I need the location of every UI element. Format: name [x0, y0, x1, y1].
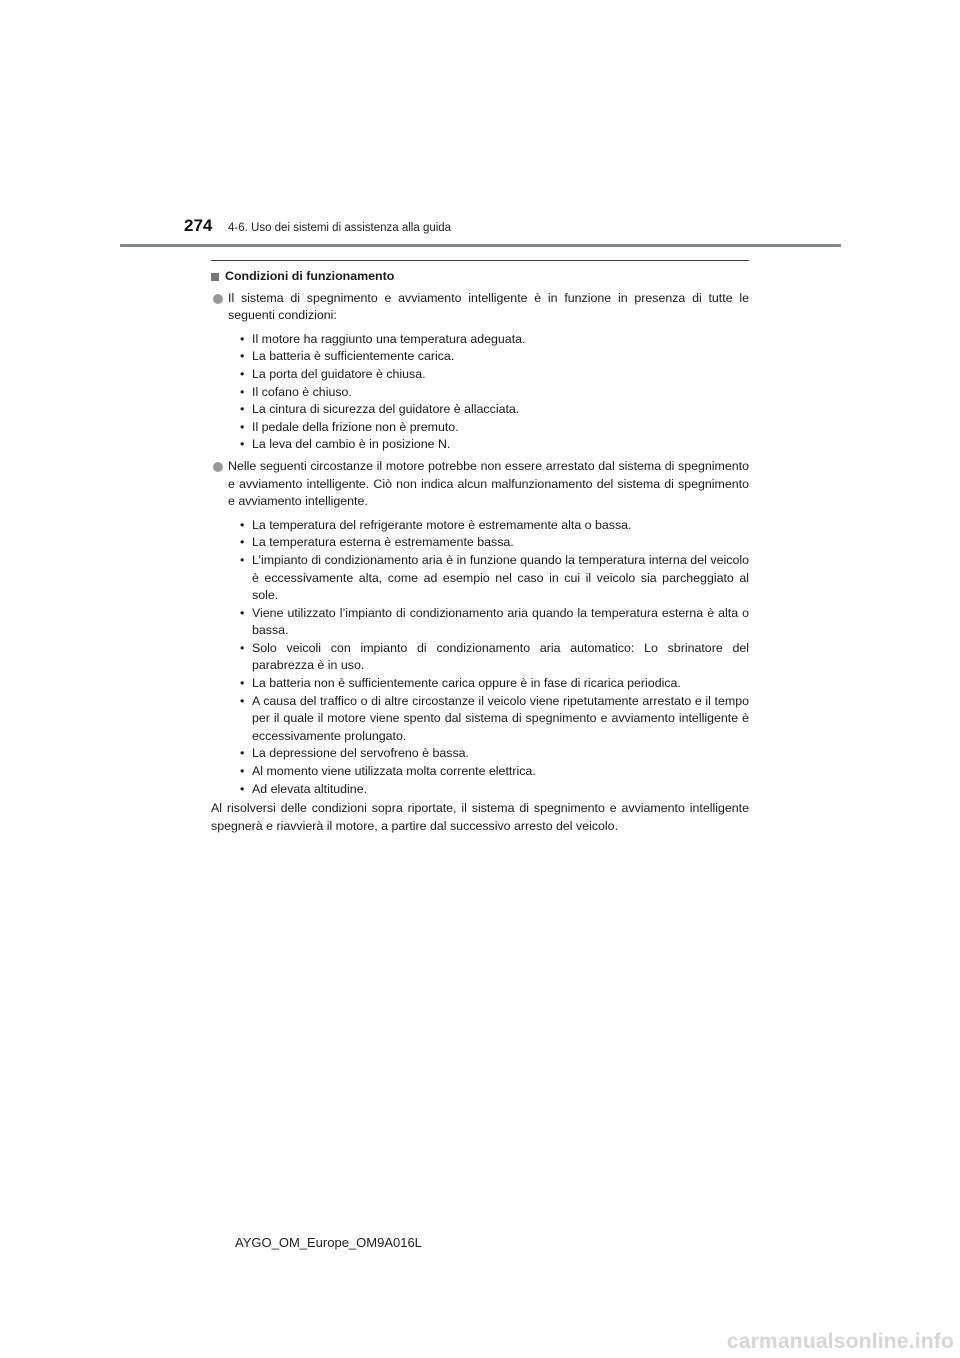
- list-item: • La temperatura del refrigerante motore è estremamente alta o bassa.: [228, 517, 749, 535]
- circle-bullet-icon: [213, 462, 223, 472]
- dot-icon: •: [240, 366, 245, 381]
- bullet-block: [211, 458, 749, 511]
- dot-icon: •: [240, 349, 245, 364]
- running-head: 4-6. Uso dei sistemi di assistenza alla guida: [228, 222, 452, 234]
- section-heading: [211, 268, 749, 286]
- dot-icon: •: [240, 402, 245, 417]
- list-item: • La batteria è sufficientemente carica.: [228, 348, 749, 366]
- dot-icon: •: [240, 746, 245, 761]
- closing-paragraph: Al risolversi delle condizioni sopra riportate, il sistema di spegnimento e avviamento intelligente spegnerà e riavvierà il motore, a partire dal successivo arresto del veicolo.: [211, 801, 749, 833]
- bullet-block: [211, 290, 749, 325]
- dot-icon: •: [240, 552, 245, 567]
- dot-icon: •: [240, 331, 245, 346]
- watermark: carmanualsonline.info: [726, 1330, 954, 1353]
- dot-icon: •: [240, 437, 245, 452]
- document-code: AYGO_OM_Europe_OM9A016L: [235, 1235, 422, 1250]
- bullet-text: Nelle seguenti circostanze il motore potrebbe non essere arrestato dal sistema di spegnimento e avviamento intelligente. Ciò non indica alcun malfunzionamento del sistema di spegnimento e avviamento intelligente.: [228, 458, 749, 509]
- list-item: • Ad elevata altitudine.: [228, 781, 749, 799]
- dot-icon: •: [240, 384, 245, 399]
- list-item: • Il motore ha raggiunto una temperatura adeguata.: [228, 331, 749, 349]
- list-item: • L’impianto di condizionamento aria è in funzione quando la temperatura interna del veicolo è eccessivamente alta, come ad esempio nel caso in cui il veicolo sia parcheggiato al sole.: [240, 552, 749, 603]
- dot-icon: •: [240, 676, 245, 691]
- list-item: • Al momento viene utilizzata molta corrente elettrica.: [228, 763, 749, 781]
- section-title: Condizioni di funzionamento: [225, 269, 395, 283]
- list-item: • La batteria non è sufficientemente carica oppure è in fase di ricarica periodica.: [228, 675, 749, 693]
- dot-icon: •: [240, 605, 245, 620]
- list-item: • Solo veicoli con impianto di condizionamento aria automatico: Lo sbrinatore del parabrezza è in uso.: [240, 640, 749, 673]
- list-item: • Il cofano è chiuso.: [228, 384, 749, 402]
- main-content: [211, 268, 749, 835]
- circumstances-list: [211, 517, 749, 799]
- bullet-text: Il sistema di spegnimento e avviamento intelligente è in funzione in presenza di tutte le seguenti condizioni:: [228, 290, 749, 323]
- list-item: • Il pedale della frizione non è premuto.: [228, 419, 749, 437]
- dot-icon: •: [240, 693, 245, 708]
- dot-icon: •: [240, 419, 245, 434]
- list-item: • La leva del cambio è in posizione N.: [228, 436, 749, 454]
- square-bullet-icon: [211, 273, 219, 281]
- conditions-list: [211, 331, 749, 454]
- list-item: • La cintura di sicurezza del guidatore è allacciata.: [228, 401, 749, 419]
- header-rule: [120, 244, 841, 247]
- list-item: • Viene utilizzato l’impianto di condizionamento aria quando la temperatura esterna è alta o bassa.: [240, 605, 749, 638]
- list-item: • La depressione del servofreno è bassa.: [228, 745, 749, 763]
- list-item: • La porta del guidatore è chiusa.: [228, 366, 749, 384]
- section-rule: [211, 260, 749, 261]
- list-item: • La temperatura esterna è estremamente bassa.: [228, 534, 749, 552]
- circle-bullet-icon: [213, 294, 223, 304]
- dot-icon: •: [240, 640, 245, 655]
- dot-icon: •: [240, 764, 245, 779]
- dot-icon: •: [240, 517, 245, 532]
- list-item: • A causa del traffico o di altre circostanze il veicolo viene ripetutamente arrestato e il tempo per il quale il motore viene spento dal sistema di spegnimento e avviamento intelligente è eccessivamente prolungato.: [240, 693, 749, 743]
- dot-icon: •: [240, 535, 245, 550]
- dot-icon: •: [240, 781, 245, 796]
- page-number: 274: [184, 216, 213, 235]
